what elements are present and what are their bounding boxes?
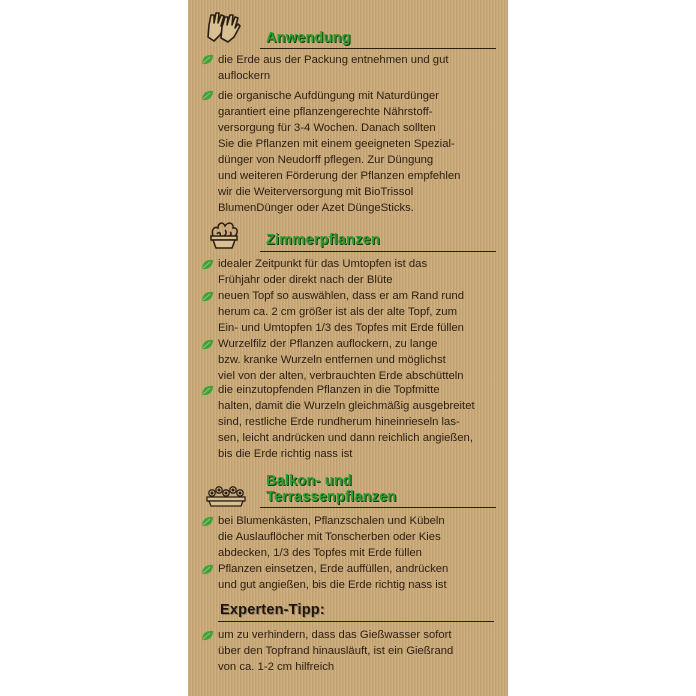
leaf-bullet-icon [201,339,214,350]
product-label-panel [188,0,508,696]
leaf-bullet-icon [201,259,214,270]
list-item: idealer Zeitpunkt für das Umtopfen ist das Frühjahr oder direkt nach der Blüte [218,258,428,286]
leaf-bullet-icon [201,90,214,101]
flower-box-icon [204,484,248,508]
heading-underline [260,251,496,252]
heading-underline [218,621,494,622]
list-item: die Erde aus der Packung entnehmen und gut auflockern [218,54,449,82]
leaf-bullet-icon [201,516,214,527]
leaf-bullet-icon [201,54,214,65]
section-heading: Balkon- und Terrassenpflanzen [266,473,397,505]
leaf-bullet-icon [201,291,214,302]
section-heading: Anwendung [266,30,351,46]
leaf-bullet-icon [201,630,214,641]
list-item: neuen Topf so auswählen, dass er am Rand rund herum ca. 2 cm größer ist als der alte Topf, zum Ein- und Umtopfen 1/3 des Topfes mit Erde füllen [218,290,464,334]
list-item: Wurzelfilz der Pflanzen auflockern, zu lange bzw. kranke Wurzeln entfernen und möglichst viel von der alten, verbrauchten Erde abschütteln [218,338,464,382]
gloves-icon [204,11,244,43]
section-heading: Experten-Tipp: [220,602,325,618]
leaf-bullet-icon [201,385,214,396]
section-heading: Zimmerpflanzen [266,232,380,248]
potted-plant-icon [206,218,242,250]
list-item: die einzutopfenden Pflanzen in die Topfmitte halten, damit die Wurzeln gleichmäßig ausgebreitet sind, restliche Erde rundherum hineinrieseln las- sen, leicht andrücken und dann reichlich angießen, bis die Erde richtig nass ist [218,384,475,460]
list-item: Pflanzen einsetzen, Erde auffüllen, andrücken und gut angießen, bis die Erde richtig nass ist [218,563,449,591]
leaf-bullet-icon [201,564,214,575]
heading-underline [260,507,496,508]
list-item: bei Blumenkästen, Pflanzschalen und Kübeln die Auslauflöcher mit Tonscherben oder Kies abdecken, 1/3 des Topfes mit Erde füllen [218,515,445,559]
list-item: die organische Aufdüngung mit Naturdünger garantiert eine pflanzengerechte Nährstoff- versorgung für 3-4 Wochen. Danach sollten Sie die Pflanzen mit einem geeigneten Spezial- dünger von Neudorff pflegen. Zur Düngung und weiteren Förderung der Pflanzen empfehlen wir die Weiterversorgung mit BioTrissol BlumenDünger oder Azet DüngeSticks. [218,90,461,214]
heading-underline [260,48,496,49]
list-item: um zu verhindern, dass das Gießwasser sofort über den Topfrand hinausläuft, ist ein Gießrand von ca. 1-2 cm hilfreich [218,629,454,673]
